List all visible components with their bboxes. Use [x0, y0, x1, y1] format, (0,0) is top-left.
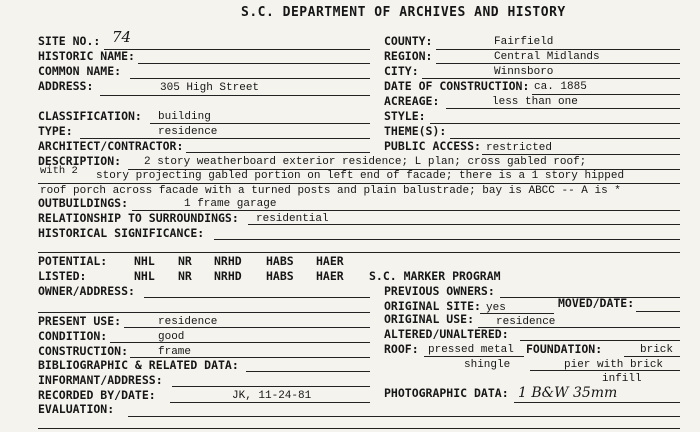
classification-line: [150, 123, 370, 124]
foundation-line: [624, 356, 680, 357]
construction-value: frame: [158, 346, 192, 358]
county-line: [436, 49, 680, 50]
acreage-line: [446, 108, 680, 109]
architect-label: ARCHITECT/CONTRACTOR:: [38, 139, 184, 153]
owner-address-label: OWNER/ADDRESS:: [38, 284, 135, 298]
region-value: Central Midlands: [494, 51, 600, 63]
historical-significance-label: HISTORICAL SIGNIFICANCE:: [38, 226, 205, 240]
evaluation-label: EVALUATION:: [38, 402, 115, 416]
address-line: [100, 95, 370, 96]
theme-label: THEME(S):: [384, 124, 447, 138]
condition-value: good: [158, 331, 185, 343]
foundation-line-2: [530, 370, 680, 371]
historic-name-line: [138, 63, 370, 64]
outbuildings-value: 1 frame garage: [184, 198, 277, 210]
date-of-construction-value: ca. 1885: [534, 81, 587, 93]
bibliographic-line: [246, 371, 370, 372]
relationship-line: [248, 224, 680, 225]
listed-habs: HABS: [266, 269, 294, 283]
form-header: S.C. DEPARTMENT OF ARCHIVES AND HISTORY: [241, 5, 566, 20]
original-site-label: ORIGINAL SITE:: [384, 299, 481, 313]
condition-label: CONDITION:: [38, 329, 108, 343]
style-label: STYLE:: [384, 109, 426, 123]
recorded-by-value: JK, 11-24-81: [232, 390, 312, 402]
potential-nrhd: NRHD: [214, 254, 242, 268]
marker-program-label: S.C. MARKER PROGRAM: [369, 269, 501, 283]
type-label: TYPE:: [38, 124, 73, 138]
site-no-line: [104, 49, 370, 50]
original-site-value: yes: [486, 302, 506, 314]
date-of-construction-line: [532, 94, 680, 95]
roof-label: ROOF:: [384, 342, 419, 356]
potential-label: POTENTIAL:: [38, 254, 108, 268]
description-line-1: 2 story weatherboard exterior residence; L plan; cross gabled roof;: [144, 156, 587, 168]
address-value: 305 High Street: [160, 82, 260, 94]
potential-nr: NR: [178, 254, 192, 268]
present-use-line: [124, 327, 370, 328]
public-access-line: [482, 154, 680, 155]
region-line: [436, 63, 680, 64]
original-use-label: ORIGINAL USE:: [384, 312, 475, 326]
recorded-by-label: RECORDED BY/DATE:: [38, 388, 156, 402]
informant-line: [172, 386, 370, 387]
description-label: DESCRIPTION:: [38, 154, 122, 168]
site-no-label: SITE NO.:: [38, 34, 101, 48]
roof-value-1: pressed metal: [428, 344, 514, 356]
listed-nrhd: NRHD: [214, 269, 242, 283]
listed-haer: HAER: [316, 269, 344, 283]
description-line-2a: with 2: [40, 165, 78, 177]
present-use-value: residence: [158, 316, 218, 328]
separator-line: [38, 252, 680, 253]
present-use-label: PRESENT USE:: [38, 314, 122, 328]
classification-value: building: [158, 111, 211, 123]
foundation-label: FOUNDATION:: [526, 342, 603, 356]
listed-nr: NR: [178, 269, 192, 283]
type-value: residence: [158, 126, 218, 138]
city-label: CITY:: [384, 64, 419, 78]
foundation-value-2: pier with brick: [564, 359, 664, 371]
previous-owners-label: PREVIOUS OWNERS:: [384, 284, 495, 298]
bibliographic-label: BIBLIOGRAPHIC & RELATED DATA:: [38, 358, 239, 372]
description-line-3: roof porch across facade with a turned posts and plain balustrade; bay is ABCC -- A is *: [40, 185, 621, 197]
listed-nhl: NHL: [134, 269, 155, 283]
foundation-value-1: brick: [640, 344, 674, 356]
theme-line: [450, 138, 680, 139]
potential-habs: HABS: [266, 254, 294, 268]
evaluation-line: [128, 416, 680, 417]
relationship-label: RELATIONSHIP TO SURROUNDINGS:: [38, 211, 239, 225]
description-line-2b: story projecting gabled portion on left end of facade; there is a 1 story hipped: [96, 170, 625, 182]
foundation-value-3: infill: [602, 373, 642, 385]
architect-line: [186, 152, 370, 153]
altered-label: ALTERED/UNALTERED:: [384, 327, 509, 341]
photographic-label: PHOTOGRAPHIC DATA:: [384, 386, 509, 400]
address-label: ADDRESS:: [38, 79, 94, 93]
roof-line: [424, 356, 524, 357]
moved-date-line: [636, 311, 680, 312]
public-access-label: PUBLIC ACCESS:: [384, 139, 481, 153]
county-value: Fairfield: [494, 36, 554, 48]
informant-label: INFORMANT/ADDRESS:: [38, 373, 163, 387]
moved-date-label: MOVED/DATE:: [558, 296, 635, 310]
condition-line: [110, 342, 370, 343]
original-site-line: [480, 313, 554, 314]
county-label: COUNTY:: [384, 34, 433, 48]
city-value: Winnsboro: [494, 66, 554, 78]
roof-value-2: shingle: [464, 359, 511, 371]
description-rule-2: [38, 183, 680, 184]
acreage-value: less than one: [492, 96, 578, 108]
altered-line: [520, 340, 680, 341]
photographic-line: [514, 402, 680, 403]
construction-label: CONSTRUCTION:: [38, 344, 129, 358]
historical-significance-line: [214, 239, 680, 240]
evaluation-line-2: [38, 428, 680, 429]
common-name-line: [130, 78, 370, 79]
public-access-value: restricted: [486, 142, 553, 154]
recorded-by-line: [170, 402, 370, 403]
potential-nhl: NHL: [134, 254, 155, 268]
listed-label: LISTED:: [38, 269, 87, 283]
outbuildings-label: OUTBUILDINGS:: [38, 196, 129, 210]
photographic-value: 1 B&W 35mm: [518, 385, 618, 401]
potential-haer: HAER: [316, 254, 344, 268]
owner-address-line-2: [38, 312, 370, 313]
site-no-value: 74: [112, 28, 132, 46]
classification-label: CLASSIFICATION:: [38, 109, 142, 123]
region-label: REGION:: [384, 49, 433, 63]
acreage-label: ACREAGE:: [384, 94, 440, 108]
historic-name-label: HISTORIC NAME:: [38, 49, 135, 63]
original-use-value: residence: [496, 316, 556, 328]
owner-address-line: [144, 297, 370, 298]
common-name-label: COMMON NAME:: [38, 64, 122, 78]
relationship-value: residential: [256, 213, 329, 225]
date-of-construction-label: DATE OF CONSTRUCTION:: [384, 79, 530, 93]
style-line: [430, 123, 680, 124]
